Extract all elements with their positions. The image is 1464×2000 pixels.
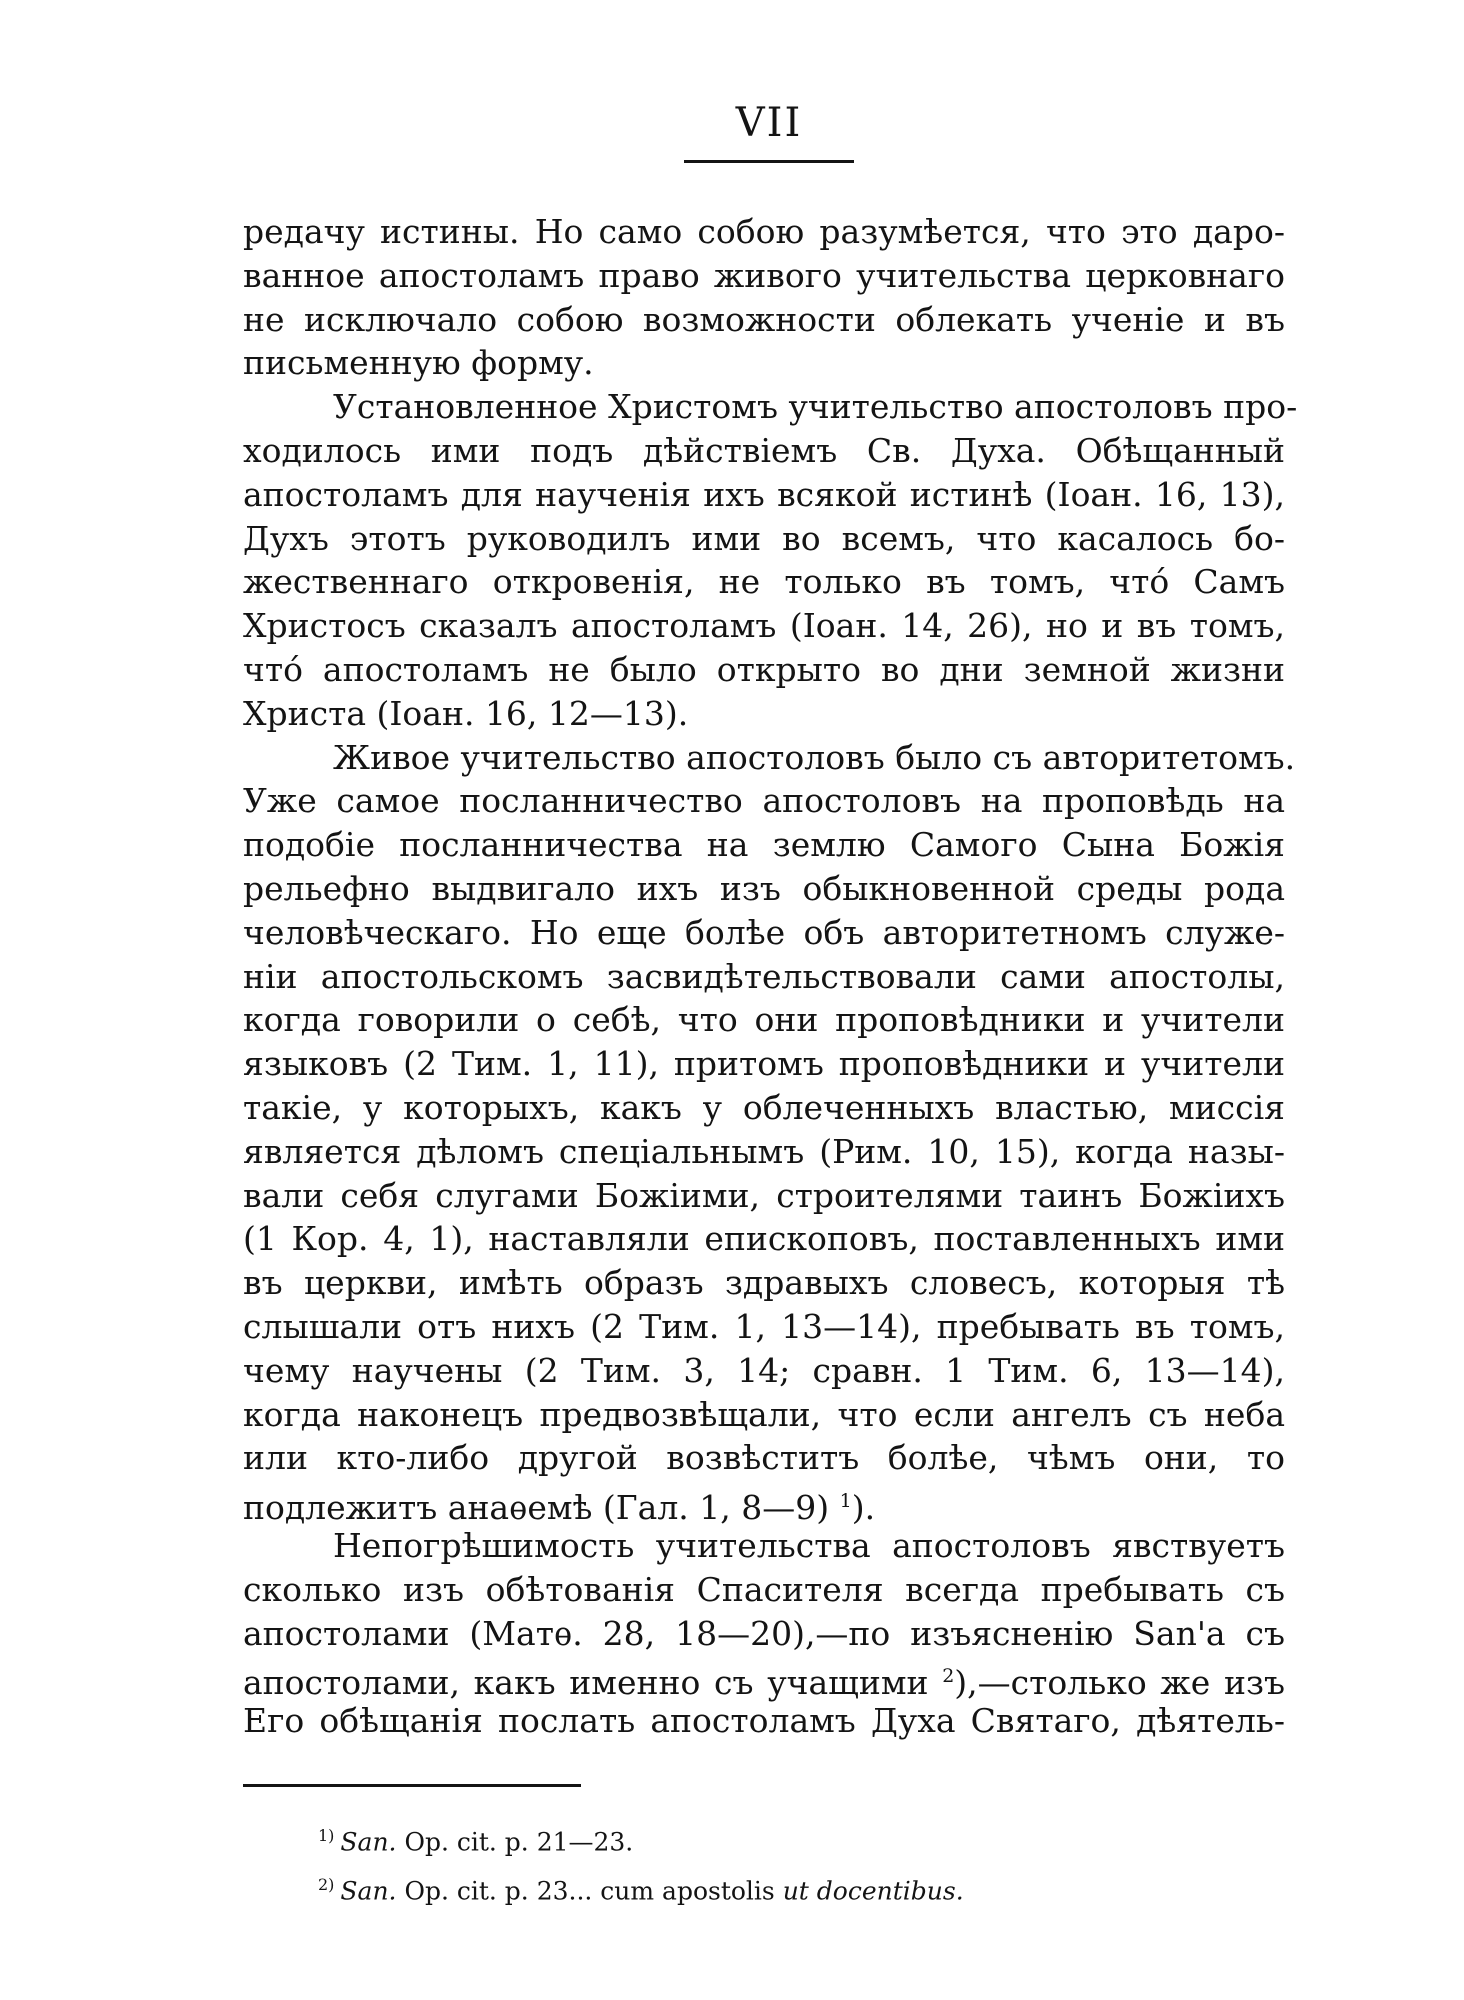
text-line: Уже самое посланничество апостоловъ на проповѣдь на [243,781,1285,821]
paragraph-3 [243,736,1296,1528]
text-line: апостоламъ для наученія ихъ всякой истинѣ (Іоан. 16, 13), [243,474,1285,514]
text-line: сколько изъ обѣтованія Спасителя всегда пребывать съ [243,1569,1285,1609]
text-line [243,1480,1285,1528]
text-line-start: подлежитъ анаѳемѣ (Гал. 1, 8—9) [243,1488,830,1528]
footnote-text: Op. cit. p. 23... cum apostolis [396,1876,783,1906]
text-line: Живое учительство апостоловъ было съ авторитетомъ. [333,737,1296,777]
footnote-reference: 1 [839,1490,852,1513]
text-line: ніи апостольскомъ засвидѣтельствовали сами апостолы, [243,956,1285,996]
text-line: Христа (Іоан. 16, 12—13). [243,693,689,733]
footnotes [318,1814,1218,1913]
paragraph-1 [243,210,1285,385]
text-line: когда наконецъ предвозвѣщали, что если ангелъ съ неба [243,1394,1285,1434]
footnote-separator [243,1784,581,1787]
text-line: редачу истины. Но само собою разумѣется, что это даро- [243,212,1285,251]
text-line: ходилось ими подъ дѣйствіемъ Св. Духа. Обѣщанный [243,430,1285,470]
text-line: Установленное Христомъ учительство апостоловъ про- [333,387,1298,427]
text-line: Его обѣщанія послать апостоламъ Духа Святаго, дѣятель- [243,1701,1285,1741]
footnote-italic-text: ut docentibus. [782,1876,964,1906]
footnote-text: Op. cit. p. 21—23. [396,1827,634,1857]
text-line: рельефно выдвигало ихъ изъ обыкновенной среды рода [243,868,1285,908]
footnote-mark: 1) [318,1826,335,1845]
paragraph-4 [243,1524,1285,1743]
footnote-mark: 2) [318,1875,335,1895]
footnote-1 [318,1814,1218,1863]
footnote-reference: 2 [942,1665,955,1688]
text-line: когда говорили о себѣ, что они проповѣдники и учители [243,1000,1285,1040]
page-number-rule [684,160,854,163]
text-line: человѣческаго. Но еще болѣе объ авторитетномъ служе- [243,912,1285,952]
text-line-start: апостолами, какъ именно съ учащими [243,1663,929,1703]
text-line: (1 Кор. 4, 1), наставляли епископовъ, поставленныхъ ими [243,1219,1285,1259]
text-line: Духъ этотъ руководилъ ими во всемъ, что касалось бо- [243,518,1285,558]
text-line: языковъ (2 Тим. 1, 11), притомъ проповѣдники и учители [243,1044,1285,1084]
text-line: не исключало собою возможности облекать ученіе и въ [243,299,1285,339]
text-line: Христосъ сказалъ апостоламъ (Іоан. 14, 26), но и въ томъ, [243,606,1285,646]
text-line: такіе, у которыхъ, какъ у облеченныхъ властью, миссія [243,1087,1285,1127]
text-line: является дѣломъ спеціальнымъ (Рим. 10, 15), когда назы- [243,1131,1285,1171]
text-line: подобіе посланничества на землю Самого Сына Божія [243,825,1285,865]
text-line-end: ),—столько же изъ [954,1663,1285,1703]
text-line: апостолами (Матѳ. 28, 18—20),—по изъясненію San'а съ [243,1613,1285,1653]
footnote-2 [318,1863,1218,1912]
text-line: ванное апостоламъ право живого учительства церковнаго [243,255,1285,295]
text-line: жественнаго откровенія, не только въ томъ, что́ Самъ [243,562,1285,602]
text-line: или кто-либо другой возвѣститъ болѣе, чѣмъ они, то [243,1438,1285,1478]
paragraph-2 [243,385,1298,735]
text-line: письменную форму. [243,343,594,383]
text-line-end: ). [851,1488,876,1528]
text-line: что́ апостоламъ не было открыто во дни земной жизни [243,649,1285,689]
text-line: чему научены (2 Тим. 3, 14; сравн. 1 Тим. 6, 13—14), [243,1350,1285,1390]
text-line: вали себя слугами Божіими, строителями таинъ Божіихъ [243,1175,1285,1215]
page-number: VII [735,100,803,146]
text-line [243,1655,1285,1703]
footnote-source: San. [340,1827,397,1857]
text-line: слышали отъ нихъ (2 Тим. 1, 13—14), пребывать въ томъ, [243,1306,1285,1346]
text-line: Непогрѣшимость учительства апостоловъ явствуетъ [333,1525,1285,1565]
text-line: въ церкви, имѣть образъ здравыхъ словесъ, которыя тѣ [243,1263,1285,1303]
body-text [243,210,1298,1743]
footnote-source: San. [340,1876,397,1906]
